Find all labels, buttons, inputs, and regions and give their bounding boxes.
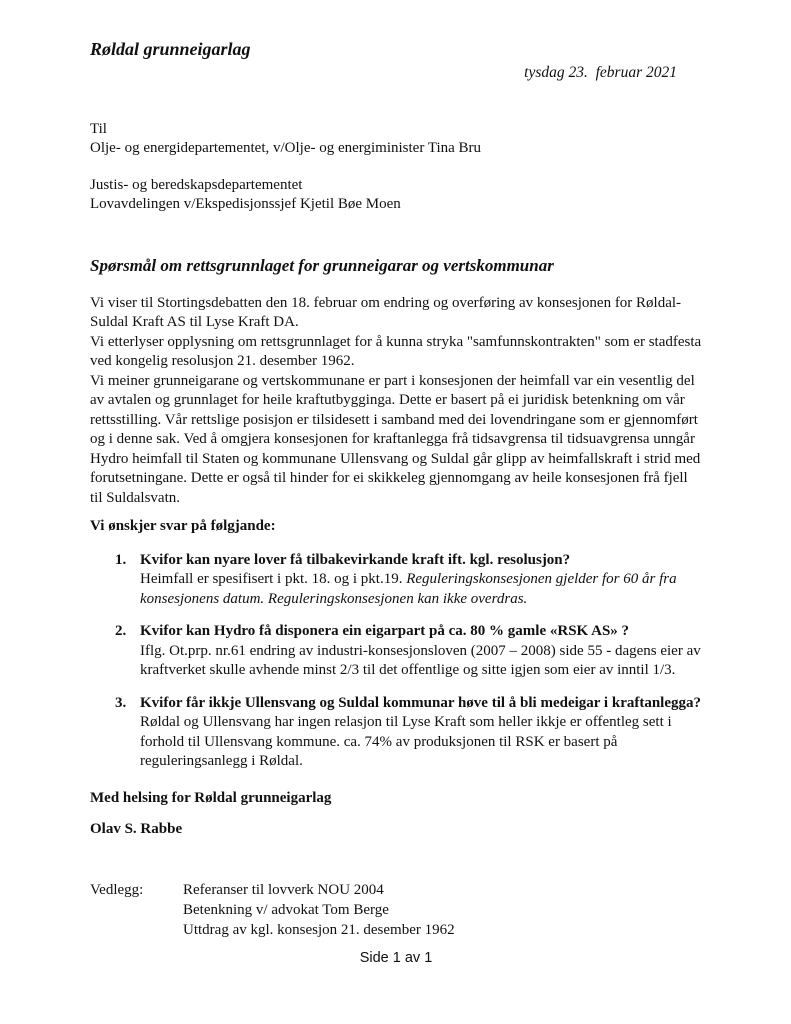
attachment-item: Uttdrag av kgl. konsesjon 21. desember 1962 bbox=[183, 921, 455, 938]
body-paragraph: Vi meiner grunneigarane og vertskommunane er part i konsesjonen der heimfall var ein vesentlig del av avtalen og grunnlaget for heile kraftutbygginga. Dette er basert på ei juridisk betenkning om vår rettsstilling. Vår rettslige posisjon er tilsidesett i samband med dei lovendringane som er gjennomført og i denne sak. Ved å omgjera konsesjonen for kraftanlegga frå tidsavgrensa til tidsuavgrensa unngår Hydro heimfall til Staten og kommunane Ullensvang og Suldal går glipp av heimfallskraft i strid med forutsetningane. Dette er også til hinder for ei skikkeleg gjennomgang av heile konsesjonen frå fjell til Suldalsvatn. bbox=[90, 372, 701, 506]
attachment-item: Betenkning v/ advokat Tom Berge bbox=[183, 901, 389, 918]
question-content bbox=[140, 622, 702, 681]
attachments-items bbox=[183, 880, 455, 940]
question-body-regular: Heimfall er spesifisert i pkt. 18. og i pkt.19. bbox=[140, 571, 407, 587]
questions-list bbox=[90, 551, 702, 772]
questions-intro: Vi ønskjer svar på følgjande: bbox=[90, 518, 276, 534]
page-number: Side 1 av 1 bbox=[359, 949, 433, 966]
question-item bbox=[90, 694, 702, 772]
question-item bbox=[90, 622, 702, 681]
recipient-line: Justis- og beredskapsdepartementet bbox=[90, 176, 303, 193]
question-content bbox=[140, 694, 702, 772]
recipients-block bbox=[90, 120, 702, 215]
question-item bbox=[90, 551, 702, 610]
question-content bbox=[140, 551, 702, 610]
recipient-group-secondary bbox=[90, 176, 702, 215]
question-heading: Kvifor kan nyare lover få tilbakevirkande kraft ift. kgl. resolusjon? bbox=[140, 551, 571, 568]
question-body bbox=[140, 713, 702, 772]
question-body-italic: Reguleringskonsesjonen gjelder for 60 år fra konsesjonens datum. Reguleringskonsesjonen kan ikke overdras. bbox=[140, 571, 677, 607]
page-footer bbox=[90, 949, 702, 968]
recipient-line: Lovavdelingen v/Ekspedisjonssjef Kjetil Bøe Moen bbox=[90, 196, 401, 212]
question-number: 1. bbox=[115, 551, 127, 568]
question-heading: Kvifor kan Hydro få disponera ein eigarpart på ca. 80 % gamle «RSK AS» ? bbox=[140, 623, 630, 639]
question-body-regular: Iflg. Ot.prp. nr.61 endring av industri-konsesjonsloven (2007 – 2008) side 55 - dagens eier av kraftverket skulle avhende minst 2/3 til det offentlige og sitte igjen som eier av inntil 1/3. bbox=[140, 642, 701, 678]
body-paragraph: Vi etterlyser opplysning om rettsgrunnlaget for å kunna stryka "samfunnskontrakten" som er stadfesta ved kongelig resolusjon 21. desember 1962. bbox=[90, 333, 702, 369]
attachments-label: Vedlegg: bbox=[90, 881, 144, 898]
recipient-line: Til bbox=[90, 120, 107, 137]
closing-block bbox=[90, 789, 702, 840]
letter-date: tysdag 23. februar 2021 bbox=[524, 64, 677, 81]
question-body bbox=[140, 642, 702, 681]
org-name: Røldal grunneigarlag bbox=[90, 39, 251, 59]
question-body bbox=[140, 570, 702, 609]
question-number: 3. bbox=[115, 694, 127, 711]
question-number: 2. bbox=[115, 623, 127, 639]
signature-name: Olav S. Rabbe bbox=[90, 821, 183, 837]
recipient-group-primary bbox=[90, 120, 702, 159]
question-body-regular: Røldal og Ullensvang har ingen relasjon til Lyse Kraft som heller ikkje er offentleg sett i forhold til Ullensvang kommune. ca. 74% av produksjonen til RSK er basert på reguleringsanlegg i Røldal. bbox=[140, 714, 672, 769]
attachment-item: Referanser til lovverk NOU 2004 bbox=[183, 881, 384, 898]
question-heading: Kvifor får ikkje Ullensvang og Suldal kommunar høve til å bli medeigar i kraftanlegga? bbox=[140, 694, 702, 711]
recipient-line: Olje- og energidepartementet, v/Olje- og energiminister Tina Bru bbox=[90, 140, 482, 156]
letter-body bbox=[90, 294, 702, 509]
subject-line: Spørsmål om rettsgrunnlaget for grunneigarar og vertskommunar bbox=[90, 255, 554, 275]
attachments-block bbox=[90, 880, 702, 940]
body-paragraph: Vi viser til Stortingsdebatten den 18. februar om endring og overføring av konsesjonen for Røldal-Suldal Kraft AS til Lyse Kraft DA. bbox=[90, 294, 682, 330]
signoff-line: Med helsing for Røldal grunneigarlag bbox=[90, 789, 332, 806]
